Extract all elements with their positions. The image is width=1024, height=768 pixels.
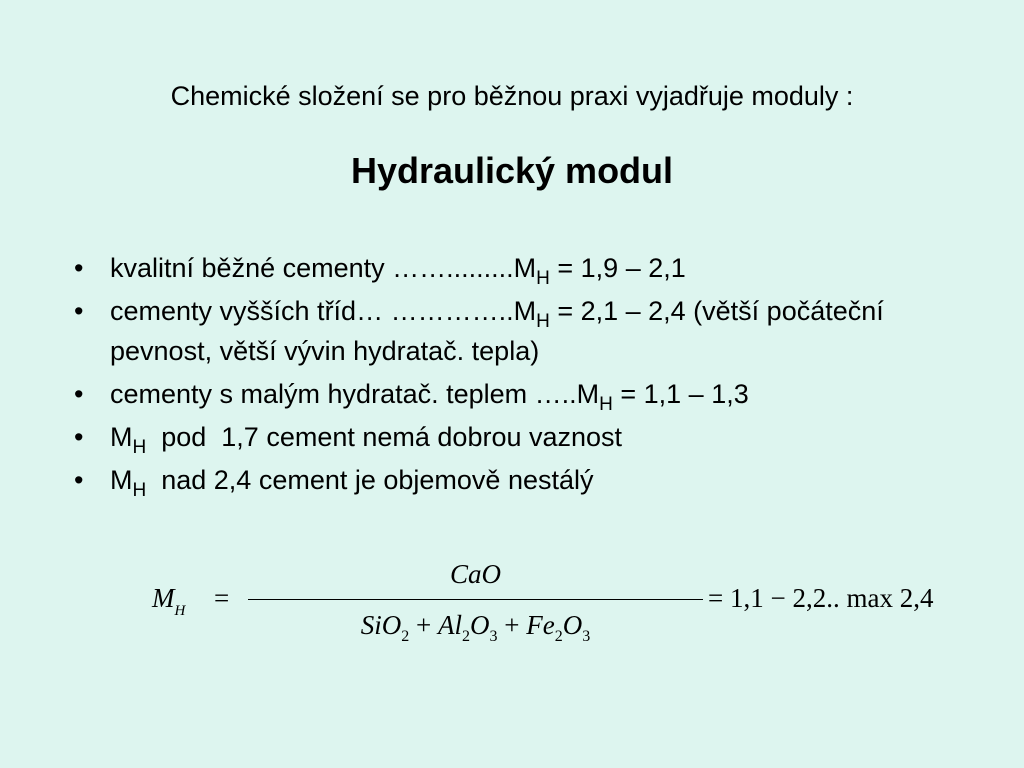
- bullet-text-before: cementy s malým hydratač. teplem …..M: [110, 379, 600, 409]
- den-sub: 3: [582, 628, 591, 645]
- den-term-sio: SiO: [360, 610, 402, 640]
- bullet-text-after: pod 1,7 cement nemá dobrou vaznost: [146, 422, 623, 452]
- intro-text: Chemické složení se pro běžnou praxi vyjadřuje moduly :: [170, 81, 854, 111]
- list-item: [74, 291, 974, 371]
- subscript: H: [132, 437, 147, 458]
- den-term-o: O: [470, 610, 490, 640]
- den-sub: 3: [489, 628, 498, 645]
- den-term-al: Al: [438, 610, 462, 640]
- bullet-text-after: = 1,1 – 1,3: [612, 379, 749, 409]
- bullet-list: [74, 248, 974, 503]
- den-term-fe: Fe: [526, 610, 555, 640]
- formula-numerator: CaO: [449, 559, 501, 589]
- den-term-o: O: [562, 610, 583, 640]
- bullet-text: [110, 379, 749, 415]
- bullet-icon: •: [74, 465, 84, 495]
- list-item: [74, 460, 974, 500]
- bullet-text-before: cementy vyšších tříd… …………..M: [110, 296, 537, 326]
- slide-title: Hydraulický modul: [350, 150, 674, 191]
- bullet-text-after: = 1,9 – 2,1: [549, 253, 686, 283]
- den-plus: +: [409, 610, 438, 640]
- bullet-icon: •: [74, 379, 84, 409]
- formula-lhs-sub: H: [174, 603, 186, 619]
- bullet-text: [110, 465, 594, 501]
- bullet-text-after: = 2,1 – 2,4 (větší počáteční pevnost, větší vývin hydratač. tepla): [110, 296, 884, 366]
- bullet-text-before: M: [110, 422, 133, 452]
- formula-fraction: [248, 555, 703, 650]
- formula-equals: =: [214, 583, 230, 613]
- den-sub: 2: [554, 628, 563, 645]
- bullet-icon: •: [74, 296, 84, 326]
- bullet-text-before: kvalitní běžné cementy …….........M: [110, 253, 537, 283]
- bullet-text: [110, 422, 623, 458]
- formula-lhs-var: M: [152, 583, 175, 613]
- bullet-text-after: nad 2,4 cement je objemově nestálý: [146, 465, 594, 495]
- subscript: H: [132, 480, 147, 501]
- formula-rhs: = 1,1 − 2,2.. max 2,4: [708, 583, 934, 613]
- bullet-text: [110, 296, 884, 366]
- subscript: H: [536, 311, 550, 332]
- hydraulic-modulus-formula: [152, 555, 934, 650]
- bullet-text: [110, 253, 686, 289]
- subscript: H: [536, 268, 550, 289]
- subscript: H: [599, 394, 613, 415]
- bullet-text-before: M: [110, 465, 133, 495]
- den-sub: 2: [401, 628, 410, 645]
- bullet-icon: •: [74, 253, 84, 283]
- formula-lhs: [152, 583, 185, 626]
- fraction-bar: [248, 599, 703, 600]
- formula-denominator: [248, 610, 703, 652]
- list-item: [74, 374, 974, 414]
- list-item: [74, 248, 974, 288]
- den-sub: 2: [462, 628, 470, 645]
- list-item: [74, 417, 974, 457]
- den-plus: +: [497, 610, 527, 640]
- bullet-icon: •: [74, 422, 84, 452]
